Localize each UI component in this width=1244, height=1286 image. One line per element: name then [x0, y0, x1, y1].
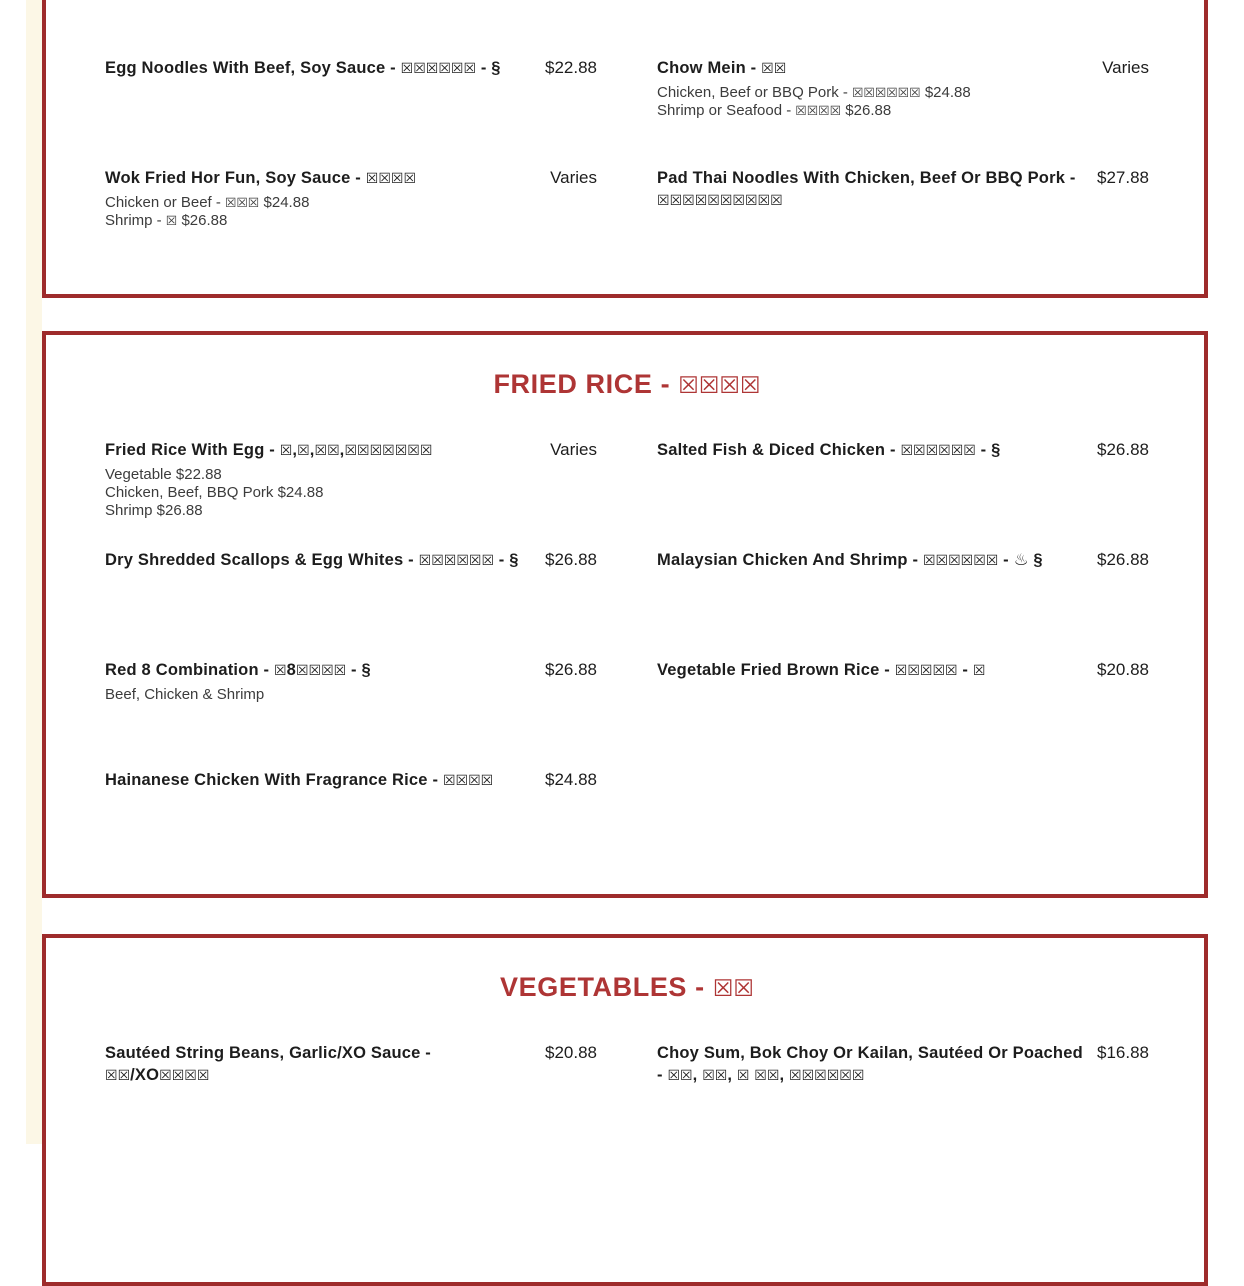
item-variants	[105, 194, 531, 230]
item-variant: Vegetable $22.88	[105, 466, 222, 483]
menu-item-main	[105, 769, 531, 791]
item-price: $24.88	[545, 770, 597, 789]
menu-item-main	[657, 659, 1083, 681]
missing-glyph-box: ☒☒☒☒	[365, 170, 417, 186]
item-variant: Chicken, Beef or BBQ Pork - ☒☒☒☒☒☒ $24.88	[657, 84, 971, 101]
menu-item	[105, 549, 597, 571]
missing-glyph-box: ☒☒	[667, 1067, 693, 1083]
menu-item	[105, 659, 597, 704]
missing-glyph-box: ☒	[736, 1067, 750, 1083]
item-name: Sautéed String Beans, Garlic/XO Sauce - ☒☒/XO☒☒☒☒	[105, 1044, 431, 1084]
missing-glyph-box: ☒☒☒☒	[295, 662, 347, 678]
item-variant: Beef, Chicken & Shrimp	[105, 686, 265, 703]
missing-glyph-box: ☒☒☒☒	[678, 372, 761, 398]
item-price: $27.88	[1097, 168, 1149, 187]
item-name: Pad Thai Noodles With Chicken, Beef Or BBQ Pork - ☒☒☒☒☒☒☒☒☒☒	[657, 169, 1076, 208]
missing-glyph-box: ☒☒	[105, 1067, 131, 1083]
menu-item-main	[105, 659, 531, 704]
missing-glyph-box: ☒☒☒☒☒☒☒	[344, 442, 433, 458]
menu-item-main	[657, 167, 1083, 211]
item-price: $20.88	[545, 1043, 597, 1062]
item-price: Varies	[550, 440, 597, 459]
item-price: $26.88	[1097, 550, 1149, 569]
menu-item	[105, 769, 597, 791]
missing-glyph-box: ☒☒☒☒☒☒	[789, 1067, 865, 1083]
item-name: Fried Rice With Egg - ☒,☒,☒☒,☒☒☒☒☒☒☒	[105, 441, 433, 459]
item-variants	[105, 466, 531, 520]
missing-glyph-box: ☒☒☒☒	[795, 103, 842, 118]
menu-item	[105, 1042, 597, 1086]
missing-glyph-box: ☒☒☒☒☒	[894, 662, 958, 678]
menu-section	[42, 331, 1208, 898]
item-price: $22.88	[545, 58, 597, 77]
item-price: $20.88	[1097, 660, 1149, 679]
menu-item-main	[105, 57, 531, 79]
item-variant: Shrimp $26.88	[105, 502, 203, 519]
missing-glyph-box: ☒☒	[702, 1067, 728, 1083]
menu-item	[657, 167, 1149, 211]
item-name: Malaysian Chicken And Shrimp - ☒☒☒☒☒☒ - ♨ §	[657, 551, 1043, 569]
section-title: VEGETABLES - ☒☒	[500, 972, 754, 1002]
menu-item	[105, 57, 597, 79]
item-name: Chow Mein - ☒☒	[657, 59, 787, 77]
missing-glyph-box: ☒☒	[754, 1067, 780, 1083]
item-price: Varies	[1102, 58, 1149, 77]
menu-item-main	[105, 1042, 531, 1086]
item-variant: Chicken or Beef - ☒☒☒ $24.88	[105, 194, 310, 211]
missing-glyph-box: ☒☒☒☒☒☒	[922, 552, 999, 568]
item-variants	[105, 686, 531, 704]
missing-glyph-box: ☒	[972, 662, 986, 678]
menu-item	[657, 57, 1149, 120]
item-variant: Chicken, Beef, BBQ Pork $24.88	[105, 484, 324, 501]
menu-item	[105, 439, 597, 520]
item-name: Dry Shredded Scallops & Egg Whites - ☒☒☒☒☒☒ - §	[105, 551, 519, 569]
missing-glyph-box: ☒☒☒☒	[442, 772, 494, 788]
menu-item-main	[105, 439, 531, 520]
missing-glyph-box: ☒☒	[712, 975, 754, 1001]
section-items	[105, 439, 1149, 879]
missing-glyph-box: ☒☒☒☒☒☒	[852, 85, 921, 100]
item-variants	[657, 84, 1083, 120]
menu-item-main	[657, 549, 1083, 571]
item-name: Hainanese Chicken With Fragrance Rice - ☒☒☒☒	[105, 771, 494, 789]
menu-section	[42, 0, 1208, 298]
item-variant: Shrimp or Seafood - ☒☒☒☒ $26.88	[657, 102, 892, 119]
missing-glyph-box: ☒☒	[314, 442, 340, 458]
menu-item	[657, 659, 1149, 681]
section-items	[105, 57, 1149, 277]
item-name: Wok Fried Hor Fun, Soy Sauce - ☒☒☒☒	[105, 169, 417, 187]
menu-item	[657, 1042, 1149, 1086]
missing-glyph-box: ☒☒	[761, 60, 787, 76]
item-price: $16.88	[1097, 1043, 1149, 1062]
section-items	[105, 1042, 1149, 1152]
item-name: Egg Noodles With Beef, Soy Sauce - ☒☒☒☒☒☒ - §	[105, 59, 501, 77]
missing-glyph-box: ☒☒☒☒☒☒	[400, 60, 477, 76]
item-name: Salted Fish & Diced Chicken - ☒☒☒☒☒☒ - §	[657, 441, 1001, 459]
item-price: Varies	[550, 168, 597, 187]
menu-item-main	[657, 439, 1083, 461]
menu-section	[42, 934, 1208, 1286]
item-price: $26.88	[545, 660, 597, 679]
menu-item-main	[657, 1042, 1083, 1086]
item-price: $26.88	[545, 550, 597, 569]
menu-item-main	[105, 549, 531, 571]
missing-glyph-box: ☒☒☒☒☒☒	[900, 442, 976, 458]
missing-glyph-box: ☒☒☒☒☒☒	[418, 552, 495, 568]
missing-glyph-box: ☒	[297, 442, 310, 458]
item-name: Choy Sum, Bok Choy Or Kailan, Sautéed Or Poached - ☒☒, ☒☒, ☒ ☒☒, ☒☒☒☒☒☒	[657, 1044, 1083, 1084]
missing-glyph-box: ☒	[274, 662, 287, 678]
item-name: Vegetable Fried Brown Rice - ☒☒☒☒☒ - ☒	[657, 661, 986, 679]
menu-item	[657, 549, 1149, 571]
menu-item	[105, 167, 597, 230]
section-title: FRIED RICE - ☒☒☒☒	[493, 369, 761, 399]
missing-glyph-box: ☒☒☒☒	[159, 1067, 210, 1083]
item-name: Red 8 Combination - ☒8☒☒☒☒ - §	[105, 661, 371, 679]
missing-glyph-box: ☒	[165, 213, 178, 228]
missing-glyph-box: ☒☒☒☒☒☒☒☒☒☒	[657, 192, 783, 208]
menu-item-main	[105, 167, 531, 230]
menu-item-main	[657, 57, 1083, 120]
item-price: $26.88	[1097, 440, 1149, 459]
missing-glyph-box: ☒☒☒	[225, 195, 260, 210]
menu-item	[657, 439, 1149, 461]
missing-glyph-box: ☒	[279, 442, 293, 458]
item-variant: Shrimp - ☒ $26.88	[105, 212, 228, 229]
